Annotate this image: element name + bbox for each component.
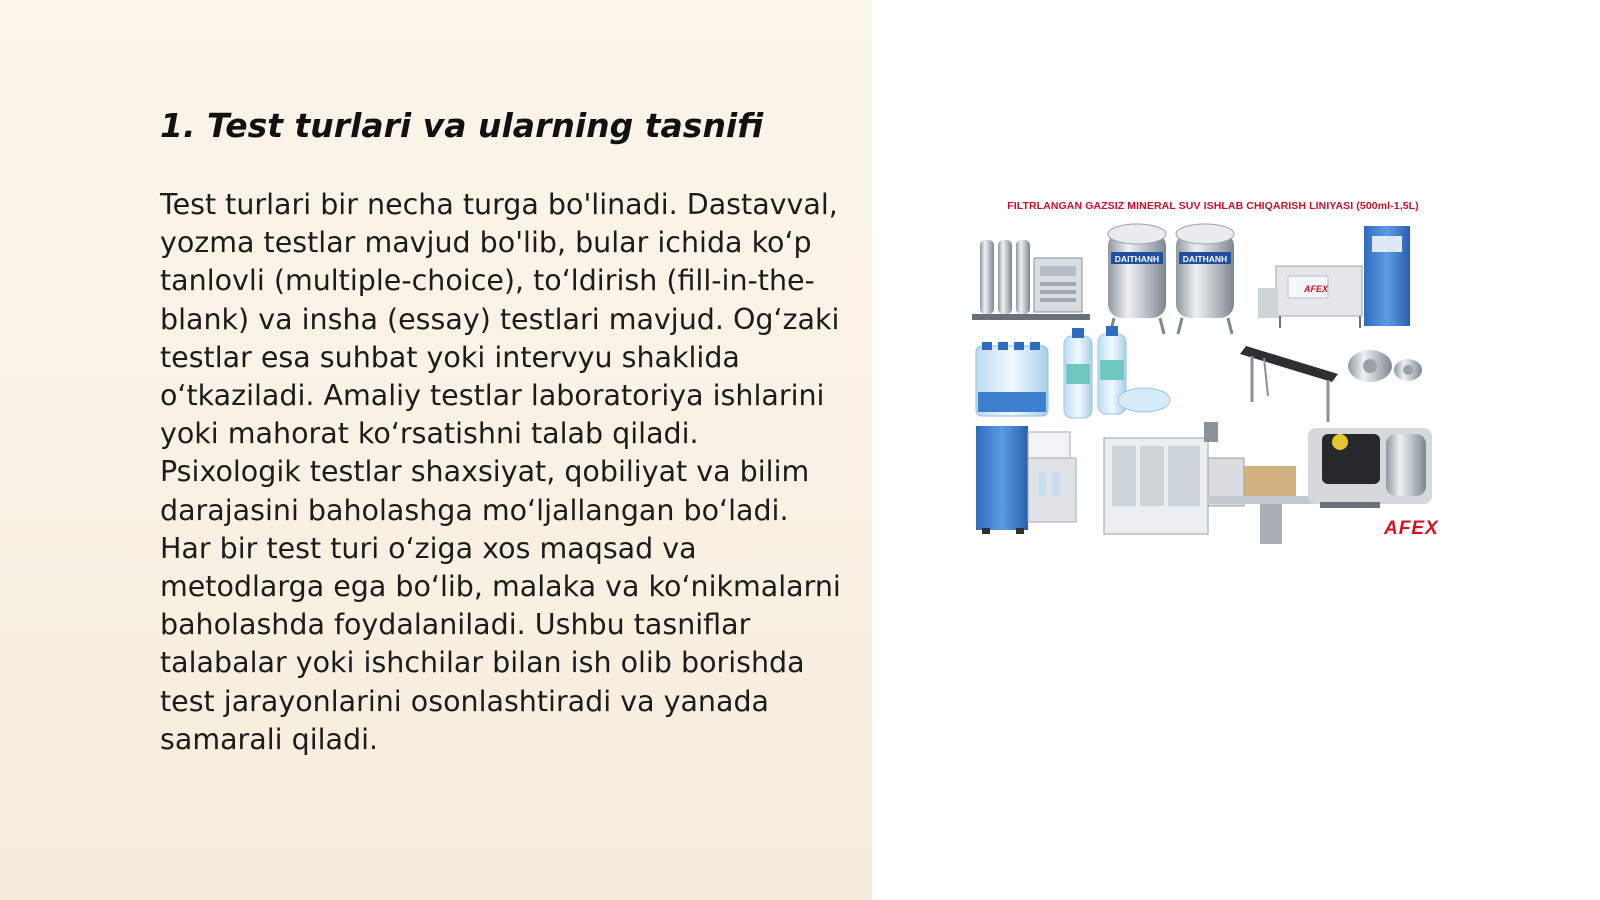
tank-label-right: DAITHANH xyxy=(1182,254,1228,264)
water-production-line-picture xyxy=(968,196,1458,556)
blow-molding-machine xyxy=(976,426,1076,534)
single-bottles xyxy=(1064,326,1170,418)
filling-machine xyxy=(1104,422,1318,544)
tank-label-left: DAITHANH xyxy=(1114,254,1160,264)
shrink-wrap-machine xyxy=(1258,226,1410,328)
air-compressor xyxy=(1308,428,1432,508)
slide-title: 1. Test turlari va ularning tasnifi xyxy=(160,106,764,145)
machine-logo-small: AFEX xyxy=(1304,284,1329,294)
storage-tanks xyxy=(1108,224,1234,334)
bottle-pack xyxy=(976,342,1048,416)
pumps xyxy=(1348,350,1422,382)
picture-caption: FILTRLANGAN GAZSIZ MINERAL SUV ISHLAB CHIQARISH LINIYASI (500ml-1,5L) xyxy=(1007,200,1419,212)
afex-logo: AFEX xyxy=(1384,518,1439,539)
ro-filter-unit xyxy=(972,240,1090,320)
slide-body-text: Test turlari bir necha turga bo'linadi. Dastavval, yozma testlar mavjud bo'lib, bular ichida ko‘p tanlovli (multiple-choice), to‘ldirish (fill-in-the-blank) va insha (essay) testlari mavjud. Og‘zaki testlar esa suhbat yoki intervyu shaklida o‘tkaziladi. Amaliy testlar laboratoriya ishlarini yoki mahorat ko‘rsatishni talab qiladi. Psixologik testlar shaxsiyat, qobiliyat va bilim darajasini baholashga mo‘ljallangan bo‘ladi. Har bir test turi o‘ziga xos maqsad va metodlarga ega bo‘lib, malaka va ko‘nikmalarni baholashda foydalaniladi. Ushbu tasniflar talabalar yoki ishchilar bilan ish olib borishda test jarayonlarini osonlashtiradi va yanada samarali qiladi. xyxy=(160,188,841,756)
conveyor-belt xyxy=(1240,346,1338,422)
